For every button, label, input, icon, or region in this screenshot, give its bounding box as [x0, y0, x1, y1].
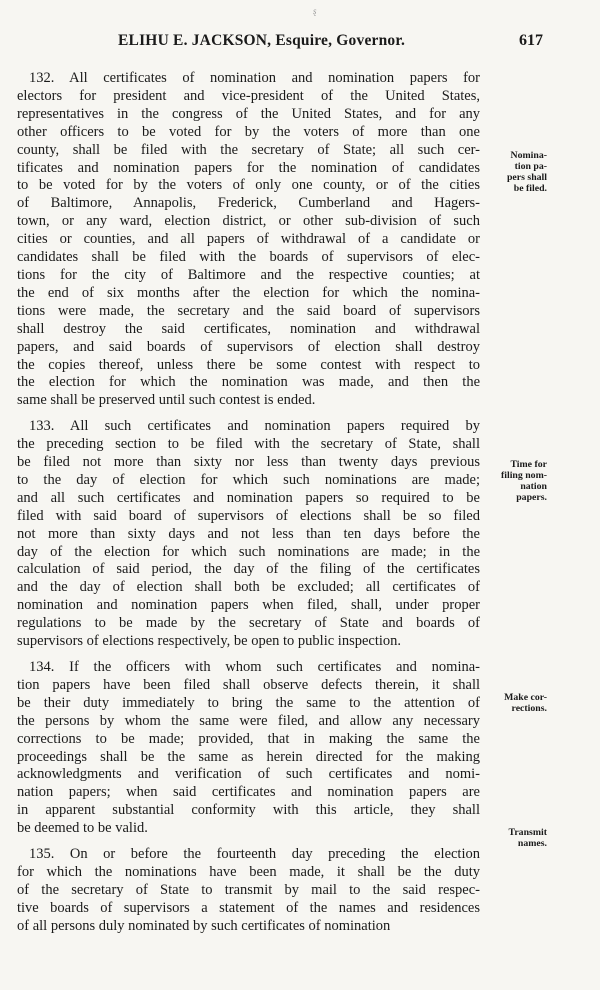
- text-line: the election for which the nomination was made, and then the: [17, 374, 480, 391]
- text-line: same shall be preserved until such contest is ended.: [17, 392, 316, 409]
- text-line: the end of six months after the election for which the nomina-: [17, 284, 480, 301]
- text-line: corrections to be made; provided, that in making the same the: [17, 730, 480, 747]
- text-line: tion papers have been filed shall observe defects therein, it shall: [17, 676, 480, 693]
- section-text: On or before the fourteenth day preceding the election: [69, 846, 480, 863]
- text-line: to the day of election for which such nominations are made;: [17, 471, 480, 488]
- text-line: be deemed to be valid.: [17, 820, 148, 837]
- section-text: If the officers with whom such certificates and nomina-: [69, 659, 481, 675]
- text-line: and all such certificates and nomination papers so required to be: [17, 489, 480, 506]
- text-line: tions were made, the secretary and the said board of supervisors: [17, 302, 480, 319]
- text-line: tificates and nomination papers for the nomination of candidates: [17, 159, 480, 176]
- text-line: of Baltimore, Annapolis, Frederick, Cumberland and Hagers-: [17, 195, 480, 212]
- text-line: the persons by whom the same were filed, and allow any necessary: [17, 712, 480, 729]
- sidenote-transmit-names: Transmit names.: [508, 827, 547, 849]
- section-number: 134.: [29, 659, 55, 675]
- section-135: [17, 846, 480, 936]
- text-line: be their duty immediately to bring the same to the attention of: [17, 694, 480, 711]
- text-line: for which the nominations have been made, it shall be the duty: [17, 863, 480, 880]
- text-line: tive boards of supervisors a statement of the names and residences: [17, 899, 480, 916]
- section-number: 132.: [29, 70, 55, 86]
- text-line: not more than sixty days and not less than ten days before the: [17, 525, 480, 542]
- text-line: and the day of election shall both be excluded; all certificates of: [17, 579, 480, 596]
- text-line: filed with said board of supervisors of elections shall be so filed: [17, 507, 480, 524]
- sidenote-nomination-papers: Nomina- tion pa- pers shall be filed.: [506, 150, 547, 194]
- text-line: electors for president and vice-president of the United States,: [17, 87, 480, 104]
- text-line: day of the election for which such nominations are made; in the: [17, 543, 480, 560]
- running-header: ELIHU E. JACKSON, Esquire, Governor.: [118, 32, 406, 49]
- sidenote-make-corrections: Make cor- rections.: [504, 692, 547, 714]
- document-body: [17, 70, 480, 944]
- text-line: supervisors of elections respectively, be open to public inspection.: [17, 633, 402, 650]
- text-line: to be voted for by the voters of only one county, or of the cities: [17, 177, 480, 194]
- text-line: other officers to be voted for by the voters of more than one: [17, 123, 480, 140]
- section-text: All certificates of nomination and nomination papers for: [69, 70, 480, 86]
- text-line: [17, 846, 480, 864]
- text-line: representatives in the congress of the United States, and for any: [17, 105, 480, 122]
- section-number: 133.: [29, 418, 55, 435]
- text-line: town, or any ward, election district, or other sub-division of such: [17, 213, 480, 230]
- text-line: nation papers; when said certificates and nomination papers are: [17, 784, 480, 801]
- text-line: be filed not more than sixty nor less than twenty days previous: [17, 454, 480, 471]
- text-line: regulations to be made by the secretary of State and boards of: [17, 615, 480, 632]
- text-line: of the secretary of State to transmit by mail to the said respec-: [17, 881, 480, 898]
- text-line: the preceding section to be filed with the secretary of State, shall: [17, 436, 480, 453]
- section-132: [17, 70, 480, 410]
- text-line: the copies thereof, unless there be some contest with respect to: [17, 356, 480, 373]
- text-line: in apparent substantial conformity with this article, they shall: [17, 802, 480, 819]
- text-line: calculation of said period, the day of the filing of the certificates: [17, 561, 480, 578]
- text-line: of all persons duly nominated by such certificates of nomination: [17, 917, 391, 934]
- page-number: 617: [519, 32, 543, 49]
- text-line: proceedings shall be the same as herein directed for the making: [17, 748, 480, 765]
- text-line: papers, and said boards of supervisors of election shall destroy: [17, 338, 480, 355]
- text-line: tions for the city of Baltimore and the respective counties; at: [17, 266, 480, 283]
- text-line: nomination and nomination papers when filed, shall, under proper: [17, 597, 480, 614]
- section-text: All such certificates and nomination papers required by: [69, 418, 480, 435]
- section-134: [17, 659, 480, 838]
- text-line: cities or counties, and all papers of withdrawal of a candidate or: [17, 231, 480, 248]
- text-line: candidates shall be filed with the boards of supervisors of elec-: [17, 249, 480, 266]
- sidenote-time-for-filing: Time for filing nom- nation papers.: [501, 459, 547, 503]
- text-line: acknowledgments and verification of such certificates and nomi-: [17, 766, 480, 783]
- text-line: [17, 418, 480, 436]
- text-line: [17, 70, 480, 88]
- section-133: [17, 418, 480, 651]
- text-line: [17, 659, 480, 677]
- section-number: 135.: [29, 846, 55, 863]
- text-line: county, shall be filed with the secretary of State; all such cer-: [17, 141, 480, 158]
- text-line: shall destroy the said certificates, nomination and withdrawal: [17, 320, 480, 337]
- page-mark: ȿ: [313, 6, 317, 16]
